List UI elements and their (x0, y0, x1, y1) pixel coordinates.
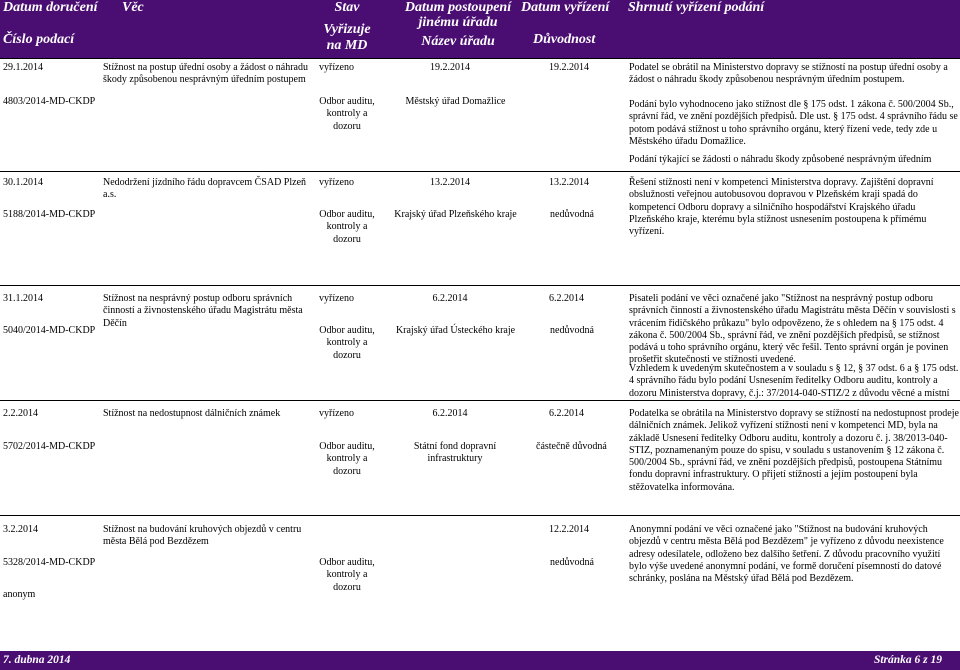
vec: Stížnost na nesprávný postup odboru správních činností a živnostenského úřadu Magistrátu města Děčín (103, 293, 303, 329)
datum-vyrizeni: 6.2.2014 (549, 408, 584, 419)
cislo-podaci: 5188/2014-MD-CKDP (3, 209, 96, 220)
datum-vyrizeni: 13.2.2014 (549, 177, 589, 188)
shrnuti: Podání týkající se žádosti o náhradu škody způsobené nesprávným úředním (629, 154, 932, 165)
stav: vyřízeno (319, 293, 354, 304)
cislo-podaci: 5040/2014-MD-CKDP (3, 325, 96, 336)
cislo-podaci: 5328/2014-MD-CKDP (3, 557, 96, 568)
row-divider (0, 58, 960, 59)
shrnuti: Podání bylo vyhodnoceno jako stížnost dle § 175 odst. 1 zákona č. 500/2004 Sb., správní řád, ve znění pozdějších předpisů. Dle ust. § 175 odst. 4 správního řádu se potom podává stížnost u toho správního orgánu, který řízení vede, tedy zde u Městského úřadu Domažlice. (629, 99, 958, 147)
header-cislo-podaci: Číslo podací (3, 32, 75, 47)
vec: Stížnost na budování kruhových objezdů v centru města Bělá pod Bezdězem (103, 524, 302, 548)
datum-doruceni: 31.1.2014 (3, 293, 43, 304)
datum-doruceni: 30.1.2014 (3, 177, 43, 188)
shrnuti: Pisateli podání ve věci označené jako "Stížnost na nesprávný postup odboru správních činností a živnostenského úřadu Magistrátu města Děčín v souvislosti s vrácením řidičského průkazu" bylo odpovězeno, že s ohledem na § 175 odst. 4 zákona č. 500/2004 Sb., správní řád, ve znění pozdějších předpisů, se stížnost podává u toho správního orgánu, který věc řešil. Tento správní orgán je povinen prošetřit skutečnosti ve stížnosti uvedené. (629, 293, 956, 366)
podatel: anonym (3, 589, 36, 600)
header-datum-postoupeni: Datum postoupení (404, 0, 512, 15)
shrnuti: Vzhledem k uvedeným skutečnostem a v souladu s § 12, § 37 odst. 6 a § 175 odst. 4 správního řádu bylo podání Usnesením ředitelky Odboru auditu, kontroly a dozoru Ministerstva dopravy, č.j.: 37/2014-040-STIZ/2 z důvodu věcné a místní (629, 363, 959, 399)
vyrizuje: Odbor auditu, kontroly a dozoru (319, 557, 375, 593)
shrnuti: Podatel se obrátil na Ministerstvo dopravy se stížností na postup úřední osoby a žádost o náhradu škody způsobenou nesprávným úředním postupem. (629, 62, 948, 86)
nazev-uradu: Státní fond dopravní infrastruktury (413, 441, 497, 465)
duvodnost: částečně důvodná (536, 441, 607, 452)
row-divider (0, 171, 960, 172)
header-nazev-uradu: Název úřadu (421, 34, 495, 49)
vyrizuje: Odbor auditu, kontroly a dozoru (319, 441, 375, 477)
header-duvodnost: Důvodnost (533, 32, 596, 47)
header-datum-vyrizeni: Datum vyřízení (521, 0, 610, 15)
datum-vyrizeni: 6.2.2014 (549, 293, 584, 304)
datum-postoupeni: 6.2.2014 (432, 408, 468, 419)
shrnuti: Anonymní podání ve věci označené jako "Stížnost na budování kruhových objezdů v centru města Bělá pod Bezdězem" je vyřízeno z důvodu neexistence adresy odesílatele, odloženo bez dalšího šetření. Z důvodu pracovního využití bylo výše uvedené anonymní podání, ve formě doručení písemností do datové schránky, poslána na Městský úřad Bělá pod Bezdězem. (629, 524, 944, 585)
header-vyrizuje: Vyřizuje (323, 22, 371, 37)
shrnuti: Podatelka se obrátila na Ministerstvo dopravy se stížností na nedostupnost prodeje dálničních známek. Jelikož vyřízení stížnosti není v kompetenci MD, byla na základě Usnesení ředitelky Odboru auditu, kontroly a dozoru č. j. 38/2013-040-STIZ, poznamenaným pouze do spisu, v souladu s ustanovením § 12 zákona č. 500/2004 Sb., správní řád, ve znění pozdějších předpisů, postoupena Státnímu fondu dopravní infrastruktury. O přijetí stížnosti a jejím postoupení byla stěžovatelka informována. (629, 408, 959, 493)
stav: vyřízeno (319, 408, 354, 419)
header-vec: Věc (122, 0, 144, 15)
row-divider (0, 400, 960, 401)
vec: Nedodržení jízdního řádu dopravcem ČSAD Plzeň a.s. (103, 177, 307, 201)
cislo-podaci: 5702/2014-MD-CKDP (3, 441, 96, 452)
vyrizuje: Odbor auditu, kontroly a dozoru (319, 209, 375, 245)
datum-doruceni: 2.2.2014 (3, 408, 38, 419)
table-header (0, 0, 960, 58)
vec: Stížnost na postup úřední osoby a žádost o náhradu škody způsobenou nesprávným úředním postupem (103, 62, 308, 86)
stav: vyřízeno (319, 177, 354, 188)
vec: Stížnost na nedostupnost dálničních známek (103, 408, 281, 419)
page-number: Stránka 6 z 19 (873, 654, 942, 666)
nazev-uradu: Městský úřad Domažlice (405, 96, 506, 107)
datum-doruceni: 29.1.2014 (3, 62, 43, 73)
datum-vyrizeni: 19.2.2014 (549, 62, 589, 73)
datum-postoupeni: 19.2.2014 (430, 62, 470, 73)
header-datum-doruceni: Datum doručení (3, 0, 98, 15)
header-na-md: na MD (326, 38, 368, 53)
header-jinemu-uradu: jinému úřadu (418, 15, 498, 30)
cislo-podaci: 4803/2014-MD-CKDP (3, 96, 96, 107)
datum-postoupeni: 6.2.2014 (432, 293, 468, 304)
duvodnost: nedůvodná (550, 325, 594, 336)
shrnuti: Řešení stížnosti není v kompetenci Ministerstva dopravy. Zajištění dopravní obslužnosti veřejnou autobusovou dopravou v Plzeňském kraji spadá do kompetencí Odboru dopravy a silničního hospodářství Krajského úřadu Plzeňského kraje, kterému byla stížnost usnesením postoupena k přímému vyřízení. (629, 177, 934, 238)
header-shrnuti: Shrnutí vyřízení podání (628, 0, 765, 15)
nazev-uradu: Krajský úřad Ústeckého kraje (395, 325, 516, 336)
footer-date: 7. dubna 2014 (3, 654, 71, 666)
nazev-uradu: Krajský úřad Plzeňského kraje (394, 209, 517, 220)
vyrizuje: Odbor auditu, kontroly a dozoru (319, 96, 375, 132)
header-stav: Stav (334, 0, 360, 15)
row-divider (0, 515, 960, 516)
datum-postoupeni: 13.2.2014 (430, 177, 470, 188)
stav: vyřízeno (319, 62, 354, 73)
vyrizuje: Odbor auditu, kontroly a dozoru (319, 325, 375, 361)
duvodnost: nedůvodná (550, 209, 594, 220)
datum-doruceni: 3.2.2014 (3, 524, 38, 535)
datum-vyrizeni: 12.2.2014 (549, 524, 589, 535)
duvodnost: nedůvodná (550, 557, 594, 568)
row-divider (0, 285, 960, 286)
page-footer (0, 651, 960, 670)
